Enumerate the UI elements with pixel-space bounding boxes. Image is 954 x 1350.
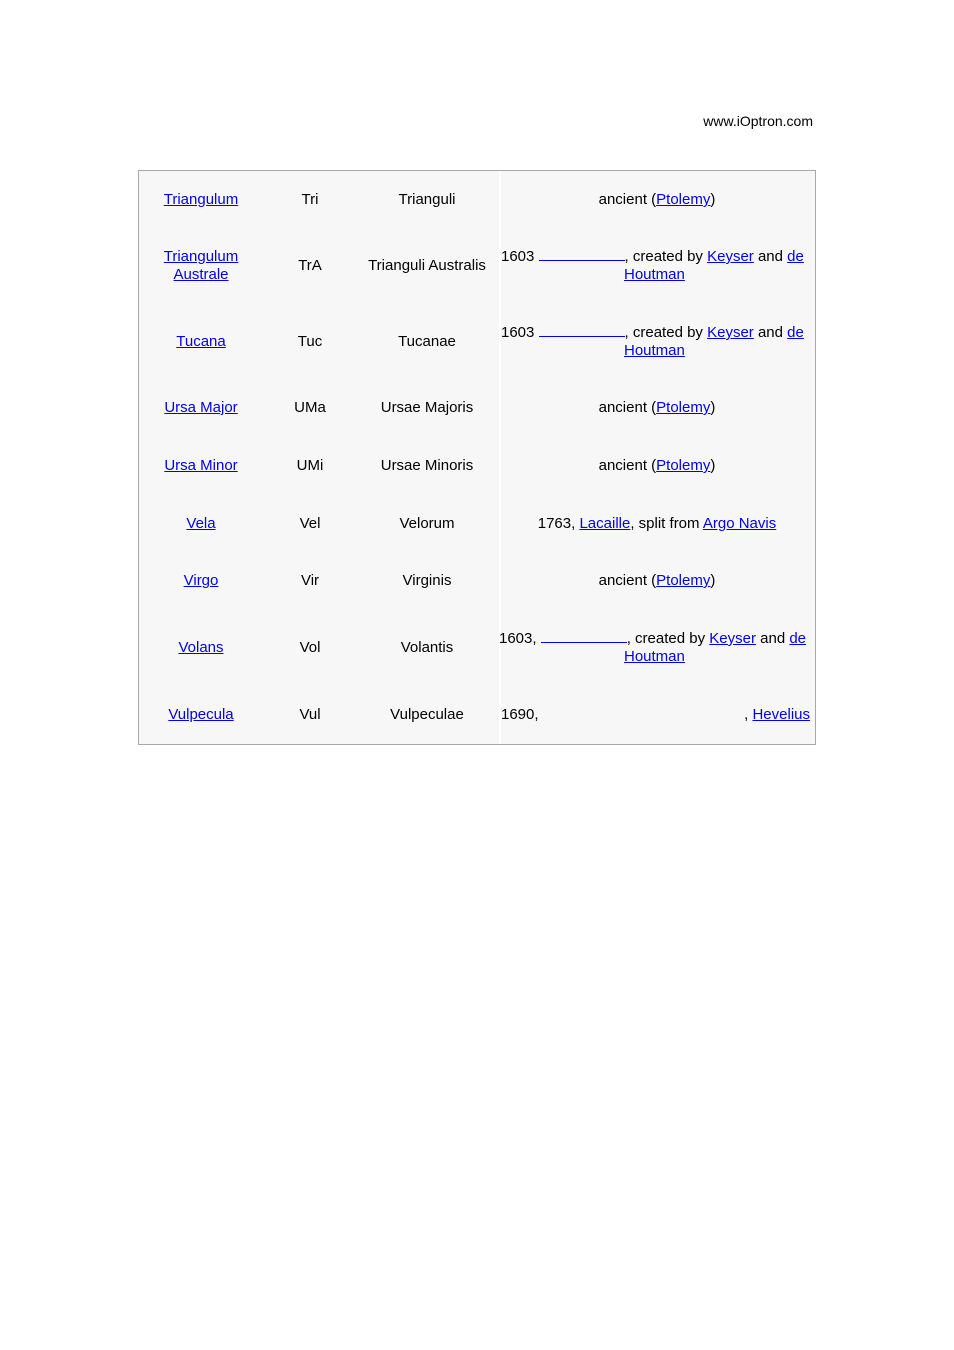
origin-text: ) [710, 457, 716, 474]
origin-text: ancient ( [598, 457, 657, 474]
abbreviation: Vir [300, 572, 320, 589]
origin [499, 630, 811, 666]
constellation-link[interactable]: Ursa Minor [164, 457, 238, 474]
genitive: Tucanae [398, 333, 456, 350]
constellation-link[interactable]: Virgo [183, 572, 219, 589]
constellation-link[interactable]: Triangulum [163, 248, 239, 265]
abbreviation: Tuc [297, 333, 323, 350]
origin-link[interactable]: Keyser [707, 248, 754, 265]
origin-text: ) [710, 572, 716, 589]
origin [501, 248, 813, 284]
origin [501, 515, 813, 533]
origin-text: , created by [626, 630, 706, 647]
constellation-link[interactable]: Tucana [176, 333, 226, 350]
origin-link[interactable]: Houtman [624, 342, 685, 359]
origin-link[interactable]: Keyser [709, 630, 756, 647]
abbreviation: Vel [299, 515, 321, 532]
origin-text: ) [710, 191, 716, 208]
origin-text: ancient ( [598, 191, 657, 208]
origin-link[interactable]: Ptolemy [656, 457, 711, 474]
origin-link[interactable]: Houtman [624, 648, 685, 665]
origin-link[interactable]: Ptolemy [656, 572, 711, 589]
abbreviation: UMa [294, 399, 326, 416]
origin-link[interactable]: Argo Navis [702, 515, 777, 532]
origin-link[interactable]: Ptolemy [656, 399, 711, 416]
origin-link[interactable]: de [787, 324, 804, 341]
origin-text: 1763, [537, 515, 576, 532]
abbreviation: Tri [301, 191, 319, 208]
origin-link[interactable]: de [789, 630, 807, 647]
constellation-table [138, 170, 816, 745]
origin-text: ) [710, 399, 716, 416]
origin [501, 706, 813, 724]
origin-text: , split from [630, 515, 700, 532]
origin [501, 572, 813, 590]
origin-link[interactable]: Ptolemy [656, 191, 711, 208]
genitive: Ursae Minoris [380, 457, 474, 474]
constellation-link[interactable]: Triangulum [163, 191, 239, 208]
origin-year: 1603 [501, 324, 535, 341]
abbreviation: Vol [299, 639, 321, 656]
constellation-link[interactable]: Vulpecula [168, 706, 234, 723]
origin-text: ancient ( [598, 399, 657, 416]
genitive: Virginis [402, 572, 452, 589]
origin-year: 1603, [499, 630, 537, 647]
constellation-link[interactable]: Volans [178, 639, 224, 656]
origin-link[interactable]: de [787, 248, 804, 265]
origin [501, 457, 813, 475]
blank-link[interactable] [539, 324, 625, 337]
genitive: Trianguli [398, 191, 456, 208]
blank-link[interactable] [541, 630, 627, 643]
constellation-link[interactable]: Vela [186, 515, 216, 532]
origin-text: and [757, 324, 783, 341]
genitive: Volantis [400, 639, 454, 656]
genitive: Trianguli Australis [368, 257, 486, 274]
constellation-link[interactable]: Ursa Major [164, 399, 238, 416]
origin-text: ancient ( [598, 572, 657, 589]
origin-year: 1603 [501, 248, 535, 265]
origin-link[interactable]: Hevelius [752, 706, 810, 723]
origin-year: 1690, [501, 706, 539, 723]
abbreviation: TrA [298, 257, 322, 274]
origin-link[interactable]: Houtman [624, 266, 685, 283]
genitive: Ursae Majoris [380, 399, 474, 416]
constellation-link[interactable]: Australe [173, 266, 229, 283]
origin-text: , created by [624, 324, 703, 341]
origin-text: , [744, 706, 749, 723]
origin-link[interactable]: Lacaille [579, 515, 631, 532]
blank-link[interactable] [539, 248, 625, 261]
genitive: Vulpeculae [390, 706, 464, 723]
origin [501, 191, 813, 209]
abbreviation: Vul [299, 706, 321, 723]
abbreviation: UMi [296, 457, 324, 474]
origin-link[interactable]: Keyser [707, 324, 754, 341]
origin-text: and [757, 248, 783, 265]
origin [501, 324, 813, 360]
origin-text: and [760, 630, 786, 647]
genitive: Velorum [399, 515, 455, 532]
site-url: www.iOptron.com [703, 113, 813, 129]
origin-text: , created by [624, 248, 703, 265]
origin [501, 399, 813, 417]
